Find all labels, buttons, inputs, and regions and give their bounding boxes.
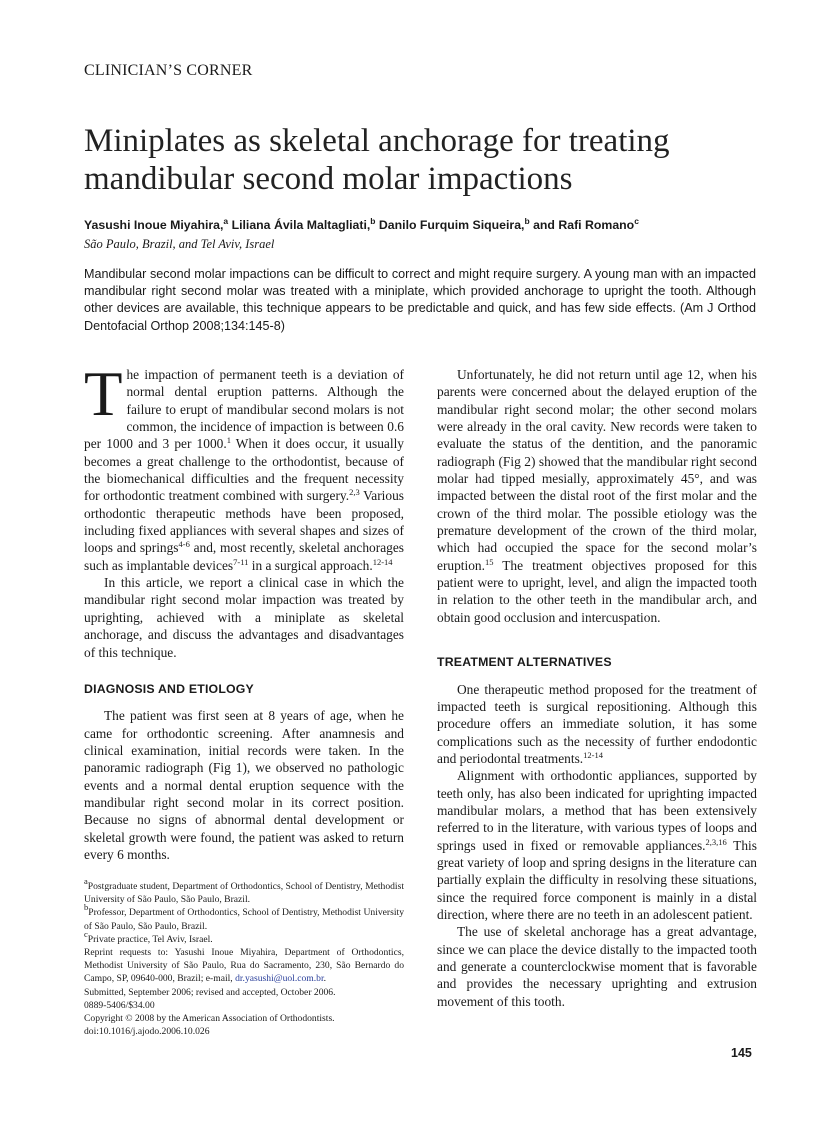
right-column — [437, 366, 757, 1010]
section-heading: DIAGNOSIS AND ETIOLOGY — [84, 681, 254, 696]
email-link[interactable]: dr.yasushi@uol.com.br — [235, 973, 324, 985]
text-run: When it does occur, it usually becomes a great challenge to the orthodontist, because of the biomechanical difficulties and the frequent necessity for orthodontic treatment combined with surgery. — [84, 436, 404, 504]
author-affiliation-mark: b — [524, 216, 530, 226]
footnote-mark: b — [84, 902, 89, 913]
drop-cap: T — [84, 359, 123, 429]
body-paragraph — [437, 681, 757, 768]
page-number: 145 — [731, 1046, 752, 1060]
author-name: and Rafi Romano — [529, 218, 635, 232]
citation-reference: 4-6 — [178, 539, 190, 550]
reprint-text: Reprint requests to: Yasushi Inoue Miyahira, Department of Orthodontics, Methodist University of São Paulo, Rua do Sacramento, 230, São Bernardo do Campo, SP, 09640-000, Brazil; e-mail, — [84, 947, 404, 985]
citation-reference: 12-14 — [372, 556, 393, 567]
citation-reference: 2,3,16 — [705, 836, 727, 847]
body-paragraph — [84, 574, 404, 661]
affiliation: São Paulo, Brazil, and Tel Aviv, Israel — [84, 237, 275, 251]
text-run: in a surgical approach. — [248, 557, 373, 573]
copyright: Copyright © 2008 by the American Association of Orthodontists. — [84, 1013, 335, 1025]
left-column — [84, 359, 405, 863]
text-run: The use of skeletal anchorage has a great advantage, since we can place the device distally to the impacted tooth and generate a counterclockwise moment that is favorable and provides the necessary uprighting and extrusion movement of this tooth. — [437, 924, 757, 1009]
footnote-text: Professor, Department of Orthodontics, School of Dentistry, Methodist University of São Paulo, São Paulo, Brazil. — [84, 907, 404, 932]
text-run: The treatment objectives proposed for this patient were to upright, level, and align the impacted tooth in relation to the other teeth in the mandibular arch, and obtain good occlusion and intercuspation. — [437, 557, 757, 625]
footnote-b — [84, 902, 404, 932]
author-list — [84, 218, 639, 232]
text-run: Alignment with orthodontic appliances, supported by teeth only, has also been indicated for uprighting impacted mandibular molars, a method that has been extensively referred to in the literature, with various types of loops and springs used in fixed or removable appliances. — [437, 768, 757, 853]
intro-paragraph — [84, 359, 405, 574]
doi: doi:10.1016/j.ajodo.2006.10.026 — [84, 1026, 210, 1038]
section-heading: TREATMENT ALTERNATIVES — [437, 655, 612, 670]
reprint-requests — [84, 946, 404, 986]
footnote-mark: a — [84, 876, 88, 886]
article-title: Miniplates as skeletal anchorage for treating mandibular second molar impactions — [84, 123, 670, 197]
footnote-c — [84, 928, 404, 946]
section-label: CLINICIAN’S CORNER — [84, 62, 253, 79]
footnote-text: Postgraduate student, Department of Orthodontics, School of Dentistry, Methodist University of São Paulo, São Paulo, Brazil. — [84, 881, 404, 906]
author-name: Yasushi Inoue Miyahira, — [84, 218, 224, 232]
abstract: Mandibular second molar impactions can be difficult to correct and might require surgery. A young man with an impacted mandibular right second molar was treated with a miniplate, which provided anchorage to upright the tooth. Although other devices are available, this technique appears to be predictable and quick, and has few side effects. (Am J Orthod Dentofacial Orthop 2008;134:145-8) — [84, 267, 756, 333]
footnotes — [84, 876, 404, 1038]
citation-reference: 2,3 — [349, 487, 360, 498]
body-paragraph — [437, 923, 757, 1010]
text-run: Various orthodontic therapeutic methods have been proposed, including fixed appliances with several shapes and sizes of loops and springs — [84, 488, 405, 556]
author-name: Liliana Ávila Maltagliati, — [228, 218, 371, 232]
text-run: The patient was first seen at 8 years of age, when he came for orthodontic screening. After anamnesis and clinical examination, initial records were taken. In the panoramic radiograph (Fig 1), we observed no pathologic events and a normal dental eruption sequence with the mandibular right second molar in its correct position. Because no signs of abnormal dental development or skeletal growth were found, the patient was asked to return every 6 months. — [84, 708, 404, 862]
text-run: This great variety of loop and spring designs in the literature can partially explain the difficulty in resolving these situations, since the required force component is mainly in a distal direction, where there are no teeth in an adolescent patient. — [437, 837, 757, 922]
submission-dates: Submitted, September 2006; revised and accepted, October 2006. — [84, 986, 336, 998]
author-affiliation-mark: a — [223, 216, 229, 226]
footnote-mark: c — [84, 928, 88, 939]
body-paragraph — [437, 767, 757, 923]
text-run: and, most recently, skeletal anchorages such as implantable devices — [84, 540, 404, 573]
text-run: In this article, we report a clinical case in which the mandibular right second molar impaction was treated by uprighting, achieved with a miniplate as skeletal anchorage, and discuss the advantages and disadvantages of this technique. — [84, 575, 404, 660]
footnote-text: Private practice, Tel Aviv, Israel. — [87, 933, 213, 945]
citation-reference: 7-11 — [233, 556, 249, 567]
text-run: Unfortunately, he did not return until age 12, when his parents were concerned about the delayed eruption of the mandibular right second molar; the other second molars were already in the oral cavity. New records were taken to evaluate the status of the dentition, and the panoramic radiograph (Fig 2) showed that the mandibular right second molar had tipped mesially, approximately 45°, and was impacted between the distal root of the first molar and the crown of the third molar. The possible etiology was the premature development of the crown of the third molar, which had occupied the space for the second molar’s eruption. — [437, 367, 757, 573]
footnote-a — [84, 876, 404, 906]
author-affiliation-mark: b — [370, 216, 376, 226]
author-affiliation-mark: c — [634, 216, 639, 226]
text-run: he impaction of permanent teeth is a deviation of normal dental eruption patterns. Although the failure to erupt of mandibular second molars is not common, the incidence of impaction is between 0.6 per 1000 and 3 per 1000. — [84, 367, 404, 452]
issn: 0889-5406/$34.00 — [84, 999, 155, 1011]
citation-reference: 1 — [226, 435, 231, 446]
reprint-end: . — [323, 973, 327, 985]
citation-reference: 15 — [484, 556, 494, 567]
body-paragraph — [437, 366, 757, 626]
citation-reference: 12-14 — [583, 749, 603, 760]
text-run: One therapeutic method proposed for the treatment of impacted teeth is surgical repositioning. Although this procedure offers an immediate solution, it has some complications such as the necessity of further endodontic and periodontal treatments. — [437, 681, 757, 766]
author-name: Danilo Furquim Siqueira, — [375, 218, 525, 232]
body-paragraph — [84, 707, 404, 863]
